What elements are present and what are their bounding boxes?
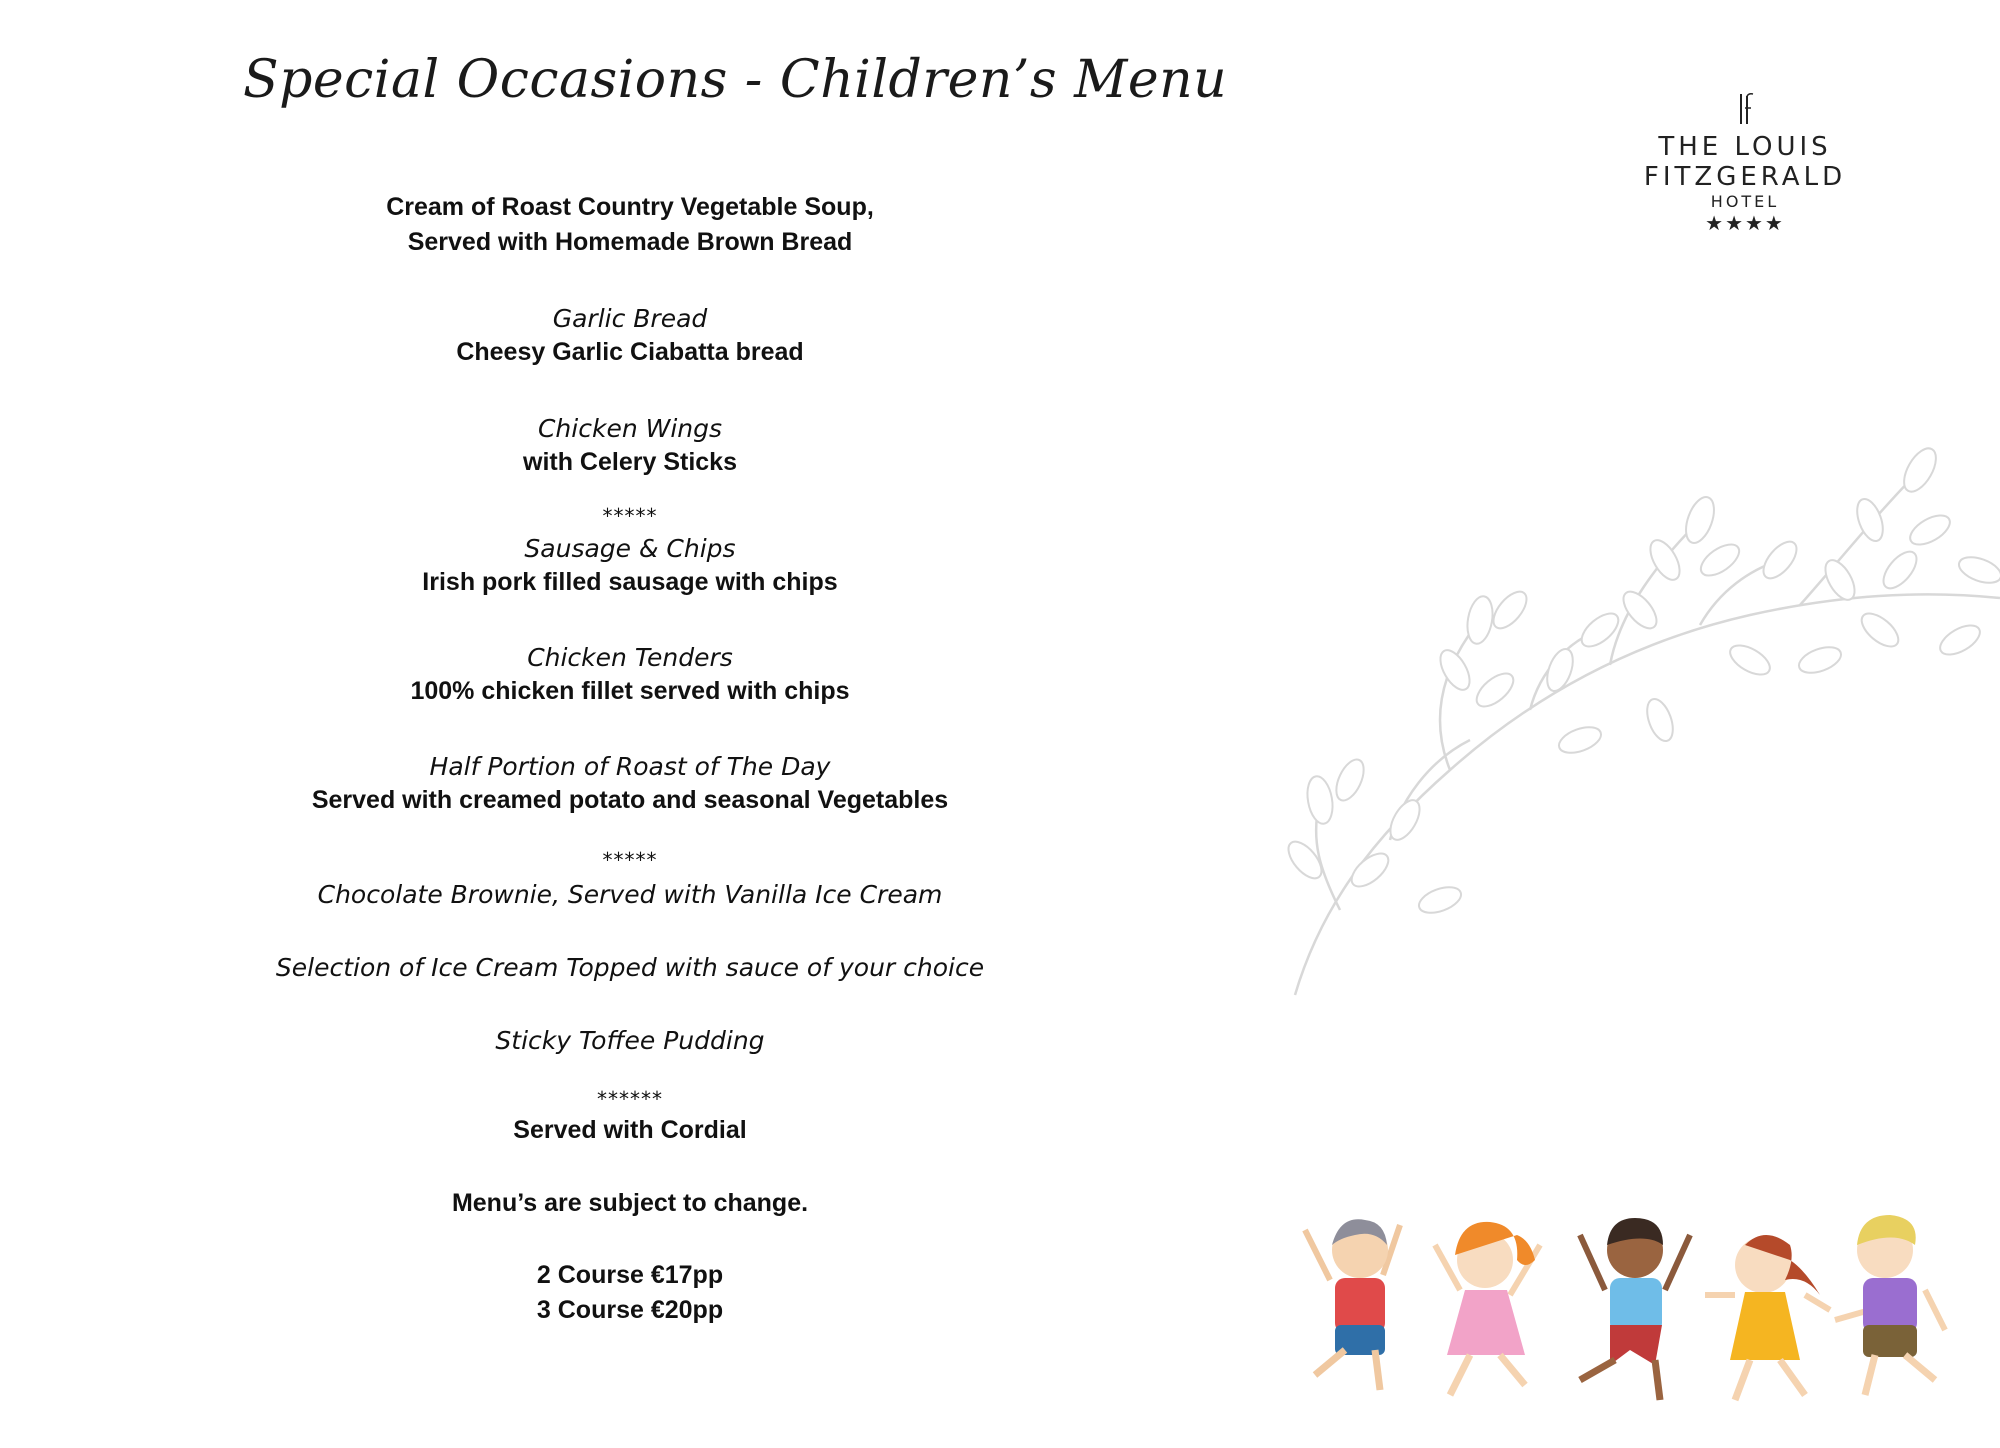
main-roast <box>230 750 1030 818</box>
main-name: Sausage & Chips <box>524 534 736 563</box>
dessert-item: Sticky Toffee Pudding <box>495 1026 765 1055</box>
logo-star-rating: ★★★★ <box>1705 211 1785 235</box>
monogram-icon <box>1730 92 1760 126</box>
price-line: 2 Course €17pp <box>536 1261 724 1289</box>
price-line: 3 Course €20pp <box>536 1296 724 1324</box>
child-figure <box>1835 1215 1945 1395</box>
child-figure <box>1580 1218 1690 1400</box>
leaf-branch-illustration <box>1280 440 2000 1010</box>
dancing-children-illustration <box>1285 1200 1965 1430</box>
starter-soup <box>230 190 1030 260</box>
course-separator: ***** <box>602 848 658 872</box>
main-sausage-chips <box>230 532 1030 600</box>
menu-body <box>230 190 1030 1328</box>
starter-desc: with Celery Sticks <box>523 448 737 476</box>
dessert-item: Selection of Ice Cream Topped with sauce of your choice <box>275 953 985 982</box>
logo-hotel-label: HOTEL <box>1710 192 1780 211</box>
logo-hotel-name: THE LOUIS FITZGERALD <box>1643 132 1847 192</box>
child-figure <box>1435 1222 1540 1395</box>
main-name: Chicken Tenders <box>527 643 733 672</box>
starter-desc: Cheesy Garlic Ciabatta bread <box>456 338 804 366</box>
starter-garlic-bread <box>230 302 1030 370</box>
change-notice: Menu’s are subject to change. <box>451 1189 809 1217</box>
starter-desc: Served with Homemade Brown Bread <box>407 228 853 256</box>
child-figure <box>1705 1235 1830 1400</box>
main-desc: Irish pork filled sausage with chips <box>422 568 838 596</box>
starter-name: Garlic Bread <box>552 304 708 333</box>
main-desc: 100% chicken fillet served with chips <box>410 677 850 705</box>
hotel-logo <box>1555 92 1935 234</box>
course-separator: ****** <box>597 1087 663 1111</box>
drink-note: Served with Cordial <box>513 1116 747 1144</box>
child-figure <box>1305 1219 1400 1390</box>
starter-desc: Cream of Roast Country Vegetable Soup, <box>386 193 874 221</box>
logo-monogram <box>1555 92 1935 132</box>
dessert-item: Chocolate Brownie, Served with Vanilla Ice Cream <box>317 880 943 909</box>
main-chicken-tenders <box>230 641 1030 709</box>
starter-chicken-wings <box>230 412 1030 480</box>
menu-title: Special Occasions - Children’s Menu <box>243 50 1228 110</box>
main-name: Half Portion of Roast of The Day <box>429 752 831 781</box>
course-separator: ***** <box>602 504 658 528</box>
main-desc: Served with creamed potato and seasonal Vegetables <box>311 786 949 814</box>
starter-name: Chicken Wings <box>537 414 723 443</box>
